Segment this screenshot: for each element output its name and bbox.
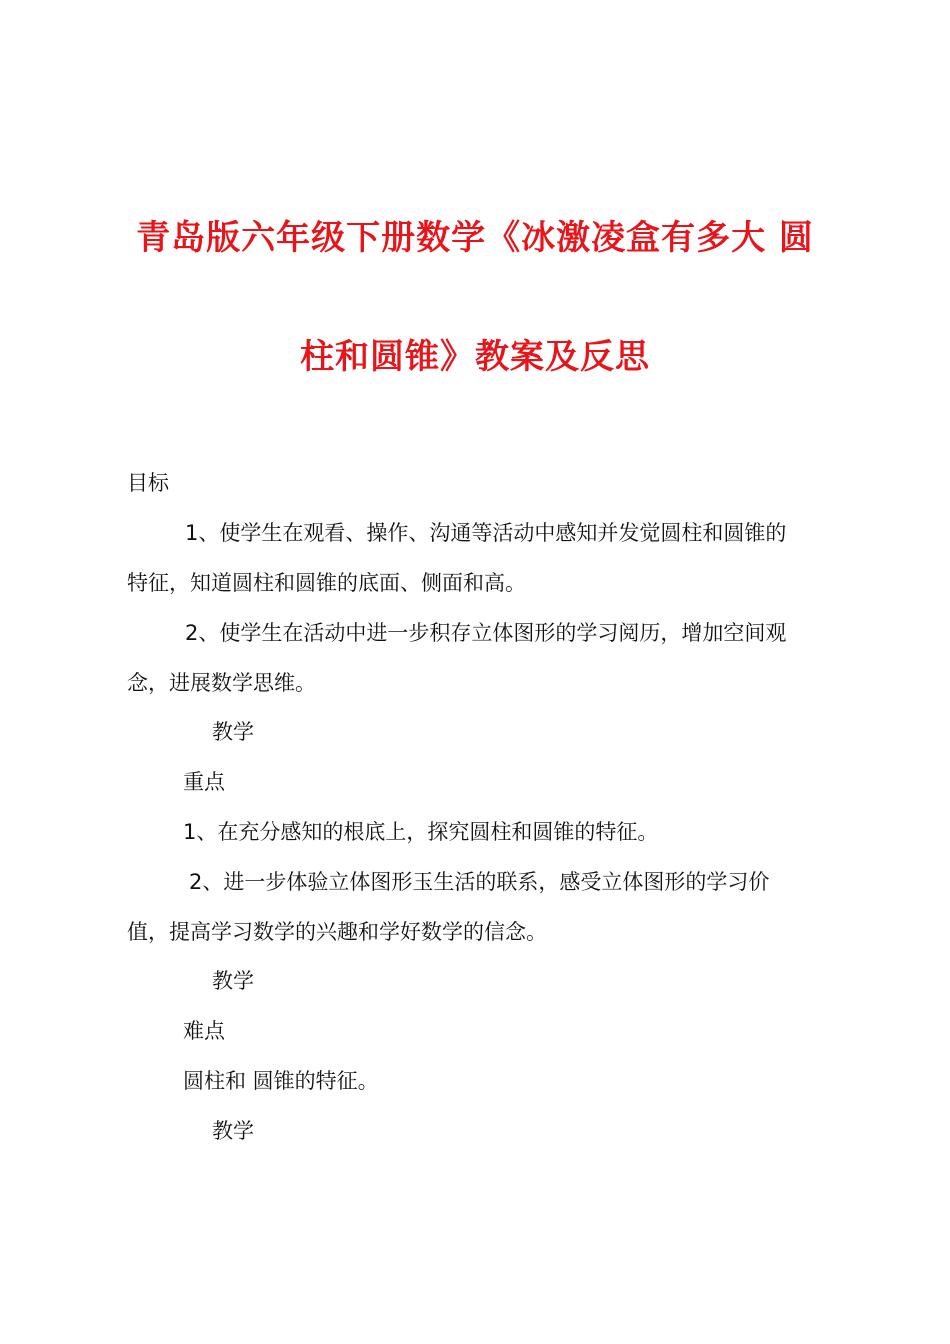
goal-1-line-2: 特征，知道圆柱和圆锥的底面、侧面和高。 [127, 571, 526, 595]
document-title-line-2: 柱和圆锥》教案及反思 [300, 337, 650, 377]
heading-difficulty: 难点 [183, 1019, 225, 1043]
teach-label-3: 教学 [212, 1119, 254, 1143]
key-point-2-line-2: 值，提高学习数学的兴趣和学好数学的信念。 [127, 920, 547, 944]
heading-goal: 目标 [127, 471, 169, 495]
difficulty-point-1: 圆柱和 圆锥的特征。 [183, 1069, 379, 1093]
document-title-line-1: 青岛版六年级下册数学《冰激凌盒有多大 圆 [136, 218, 814, 258]
key-point-1: 1、在充分感知的根底上，探究圆柱和圆锥的特征。 [183, 820, 659, 844]
goal-1-line-1: 1、使学生在观看、操作、沟通等活动中感知并发觉圆柱和圆锥的 [185, 521, 787, 545]
key-point-2-line-1: 2、进一步体验立体图形玉生活的联系，感受立体图形的学习价 [189, 870, 770, 894]
goal-2-line-2: 念，进展数学思维。 [127, 671, 316, 695]
teach-label-2: 教学 [212, 969, 254, 993]
teach-label-1: 教学 [212, 720, 254, 744]
heading-key-points: 重点 [183, 770, 225, 794]
goal-2-line-1: 2、使学生在活动中进一步积存立体图形的学习阅历，增加空间观 [185, 621, 787, 645]
